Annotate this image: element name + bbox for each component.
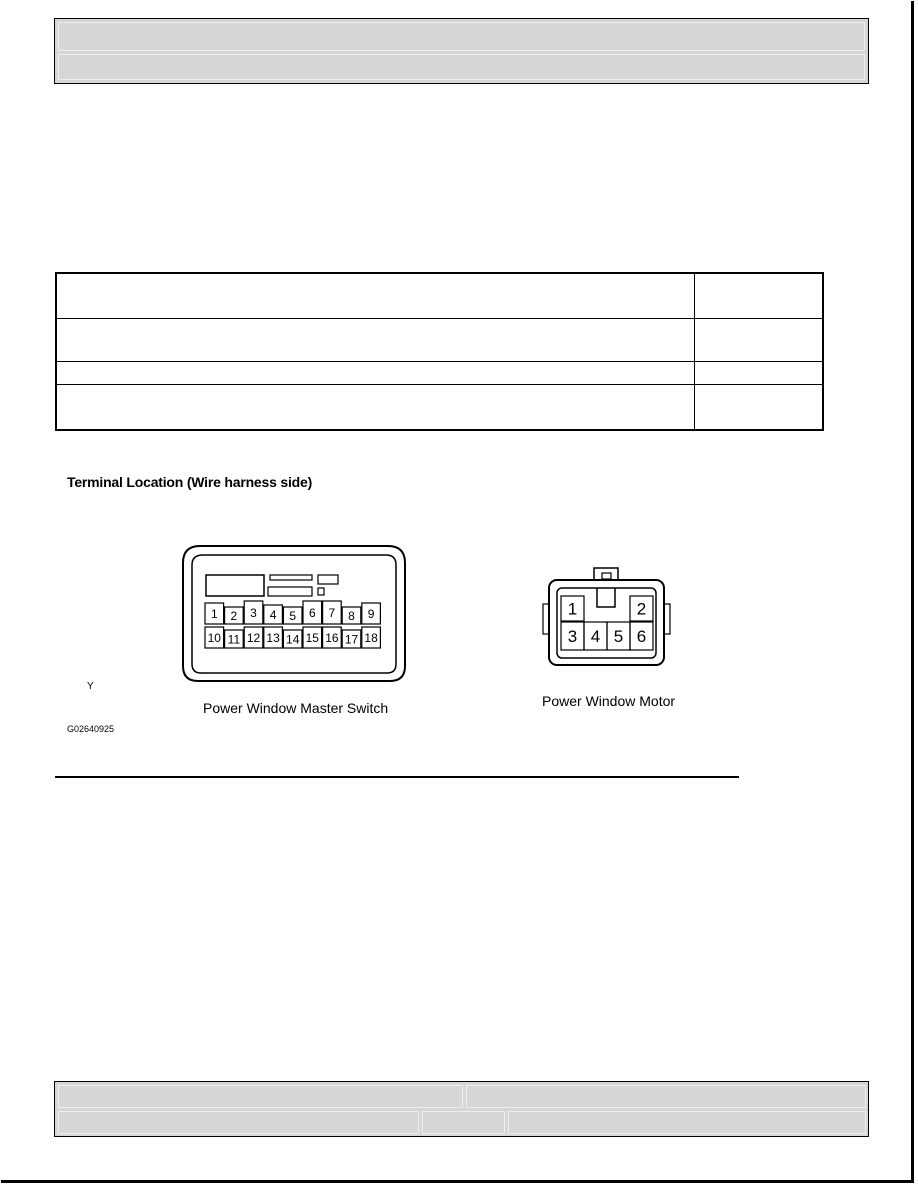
master-switch-pin-label: 4 (269, 607, 277, 622)
motor-pin-label: 1 (567, 599, 578, 619)
master-switch-pin-label: 12 (246, 630, 261, 645)
footer-cell (58, 1111, 419, 1134)
figure-id: G02640925 (67, 724, 115, 734)
master-switch-pin-label: 15 (305, 630, 319, 645)
footer-cell (508, 1111, 866, 1134)
motor-pin-label: 2 (636, 599, 647, 619)
master-switch-pin-label: 18 (364, 630, 378, 645)
master-switch-caption: Power Window Master Switch (203, 700, 389, 716)
master-switch-pin-label: 1 (210, 606, 218, 621)
footer-cell (58, 1085, 463, 1108)
master-switch-pin-label: 6 (308, 605, 316, 620)
master-switch-pin-label: 8 (348, 608, 355, 623)
master-switch-pin-label: 10 (207, 630, 221, 645)
master-switch-pin-label: 2 (230, 608, 238, 623)
motor-pin-label: 3 (567, 627, 578, 647)
master-switch-latch-rect (206, 575, 264, 596)
master-switch-pin-label: 9 (367, 606, 375, 621)
motor-connector-key (597, 588, 615, 607)
master-switch-key-slot (270, 575, 312, 580)
footer-cell (422, 1111, 505, 1134)
figure-title: Terminal Location (Wire harness side) (67, 474, 313, 490)
master-switch-pin-label: 16 (325, 630, 339, 645)
master-switch-pin-label: 3 (250, 605, 257, 620)
master-switch-lock-pin (318, 588, 324, 595)
motor-pin-label: 4 (590, 627, 601, 647)
motor-connector-lock-pin (602, 573, 611, 579)
master-switch-pin-label: 14 (286, 632, 300, 647)
motor-pin-label: 6 (636, 627, 647, 647)
motor-pin-label: 5 (613, 627, 624, 647)
section-divider (55, 776, 739, 778)
page-footer (54, 1081, 869, 1137)
master-switch-key-slot (268, 587, 312, 596)
footer-cell (466, 1085, 866, 1108)
master-switch-pin-label: 5 (289, 608, 297, 623)
motor-caption: Power Window Motor (542, 693, 676, 709)
master-switch-pin-label: 11 (227, 632, 241, 647)
side-mark-label: Y (87, 681, 94, 692)
master-switch-pin-label: 17 (344, 632, 359, 647)
master-switch-pin-label: 13 (266, 630, 280, 645)
master-switch-pin-label: 7 (328, 605, 336, 620)
master-switch-lock-tab (318, 575, 338, 584)
